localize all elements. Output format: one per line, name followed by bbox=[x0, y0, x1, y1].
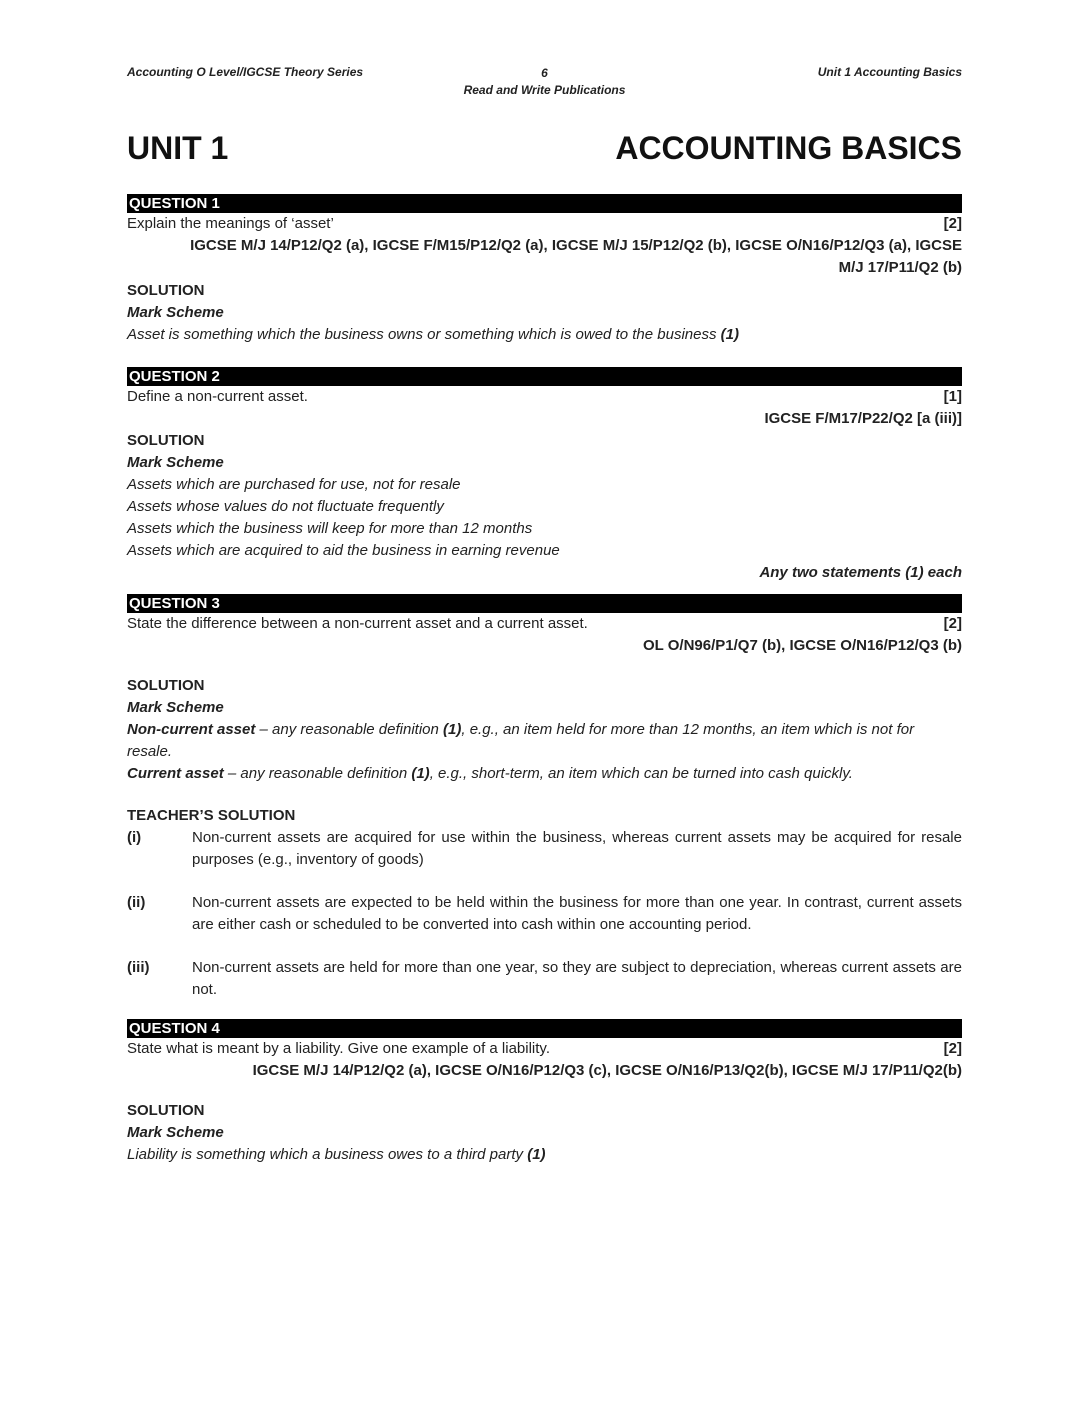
question-row bbox=[127, 613, 962, 635]
answer-text bbox=[127, 1144, 962, 1166]
question-text: State what is meant by a liability. Give one example of a liability. bbox=[127, 1040, 550, 1057]
page-header bbox=[127, 60, 962, 100]
question-row bbox=[127, 1038, 962, 1060]
question-label: QUESTION 4 bbox=[127, 1019, 962, 1038]
exam-reference: IGCSE M/J 14/P12/Q2 (a), IGCSE O/N16/P12/Q3 (c), IGCSE O/N16/P13/Q2(b), IGCSE M/J 17/P11/Q2(b) bbox=[252, 1062, 962, 1079]
answer-line: Assets which are purchased for use, not for resale bbox=[127, 476, 461, 493]
question-1 bbox=[127, 194, 962, 346]
question-label: QUESTION 3 bbox=[127, 594, 962, 613]
noncurrent-asset-definition bbox=[127, 719, 962, 763]
teacher-solution-heading: TEACHER’S SOLUTION bbox=[127, 807, 296, 824]
question-label: QUESTION 1 bbox=[127, 194, 962, 213]
solution-heading: SOLUTION bbox=[127, 677, 205, 694]
marking-note: Any two statements (1) each bbox=[759, 564, 962, 581]
unit-heading bbox=[127, 130, 962, 186]
exam-reference: IGCSE F/M17/P22/Q2 [a (iii)] bbox=[764, 410, 962, 427]
question-label: QUESTION 2 bbox=[127, 367, 962, 386]
definition-prefix: – any reasonable definition bbox=[223, 765, 412, 782]
mark-scheme-heading: Mark Scheme bbox=[127, 304, 224, 321]
point-text: Non-current assets are held for more than one year, so they are subject to depreciation, whereas current assets are not. bbox=[192, 959, 962, 998]
point-number: (i) bbox=[127, 829, 142, 846]
exam-reference: IGCSE M/J 14/P12/Q2 (a), IGCSE F/M15/P12/Q2 (a), IGCSE M/J 15/P12/Q2 (b), IGCSE O/N16/P12/Q3 (a), IGCSE bbox=[190, 237, 962, 254]
question-row bbox=[127, 386, 962, 408]
question-row bbox=[127, 213, 962, 235]
teacher-point bbox=[127, 827, 962, 871]
answer-mark: (1) bbox=[527, 1146, 546, 1163]
unit-running-title: Unit 1 Accounting Basics bbox=[817, 65, 962, 79]
answer-line: Assets which the business will keep for more than 12 months bbox=[127, 520, 533, 537]
answer-mark: (1) bbox=[411, 765, 430, 782]
publisher: Read and Write Publications bbox=[463, 83, 626, 97]
solution-heading: SOLUTION bbox=[127, 282, 205, 299]
point-number: (ii) bbox=[127, 894, 146, 911]
series-title: Accounting O Level/IGCSE Theory Series bbox=[127, 65, 364, 79]
point-number: (iii) bbox=[127, 959, 150, 976]
term: Non-current asset bbox=[127, 721, 256, 738]
answer-body: Liability is something which a business owes to a third party bbox=[127, 1146, 524, 1163]
definition-prefix: – any reasonable definition bbox=[255, 721, 444, 738]
exam-reference: OL O/N96/P1/Q7 (b), IGCSE O/N16/P12/Q3 (b) bbox=[643, 637, 962, 654]
answer-line: Assets which are acquired to aid the business in earning revenue bbox=[127, 542, 560, 559]
definition-example: , e.g., short-term, an item which can be turned into cash quickly. bbox=[429, 765, 853, 782]
solution-heading: SOLUTION bbox=[127, 1102, 205, 1119]
unit-number: UNIT 1 bbox=[127, 130, 229, 166]
teacher-point bbox=[127, 892, 962, 936]
exam-reference-cont: M/J 17/P11/Q2 (b) bbox=[838, 259, 962, 276]
answer-line: Assets whose values do not fluctuate frequently bbox=[127, 498, 444, 515]
mark-scheme-heading: Mark Scheme bbox=[127, 699, 224, 716]
definition-example: , e.g., an item held for more than 12 months, an item which is not for resale. bbox=[127, 721, 915, 760]
answer-body: Asset is something which the business owns or something which is owed to the business bbox=[127, 326, 717, 343]
point-text: Non-current assets are expected to be held within the business for more than one year. In contrast, current assets are either cash or scheduled to be converted into cash within one accounting period. bbox=[192, 894, 962, 933]
current-asset-definition bbox=[127, 763, 962, 785]
question-marks: [2] bbox=[943, 1040, 962, 1057]
point-text: Non-current assets are acquired for use within the business, whereas current assets may be acquired for resale purposes (e.g., inventory of goods) bbox=[192, 829, 962, 868]
answer-mark: (1) bbox=[720, 326, 739, 343]
question-3 bbox=[127, 594, 962, 1001]
answer-text bbox=[127, 324, 962, 346]
question-marks: [2] bbox=[943, 215, 962, 232]
teacher-point bbox=[127, 957, 962, 1001]
question-marks: [2] bbox=[943, 615, 962, 632]
question-marks: [1] bbox=[943, 388, 962, 405]
solution-heading: SOLUTION bbox=[127, 432, 205, 449]
answer-mark: (1) bbox=[443, 721, 462, 738]
question-text: State the difference between a non-current asset and a current asset. bbox=[127, 615, 588, 632]
question-text: Define a non-current asset. bbox=[127, 388, 308, 405]
term: Current asset bbox=[127, 765, 224, 782]
mark-scheme-heading: Mark Scheme bbox=[127, 1124, 224, 1141]
question-4 bbox=[127, 1019, 962, 1166]
page-number: 6 bbox=[541, 66, 548, 80]
question-text: Explain the meanings of ‘asset’ bbox=[127, 215, 334, 232]
question-2 bbox=[127, 367, 962, 584]
mark-scheme-heading: Mark Scheme bbox=[127, 454, 224, 471]
document-page bbox=[127, 60, 962, 1166]
unit-title: ACCOUNTING BASICS bbox=[615, 130, 962, 166]
